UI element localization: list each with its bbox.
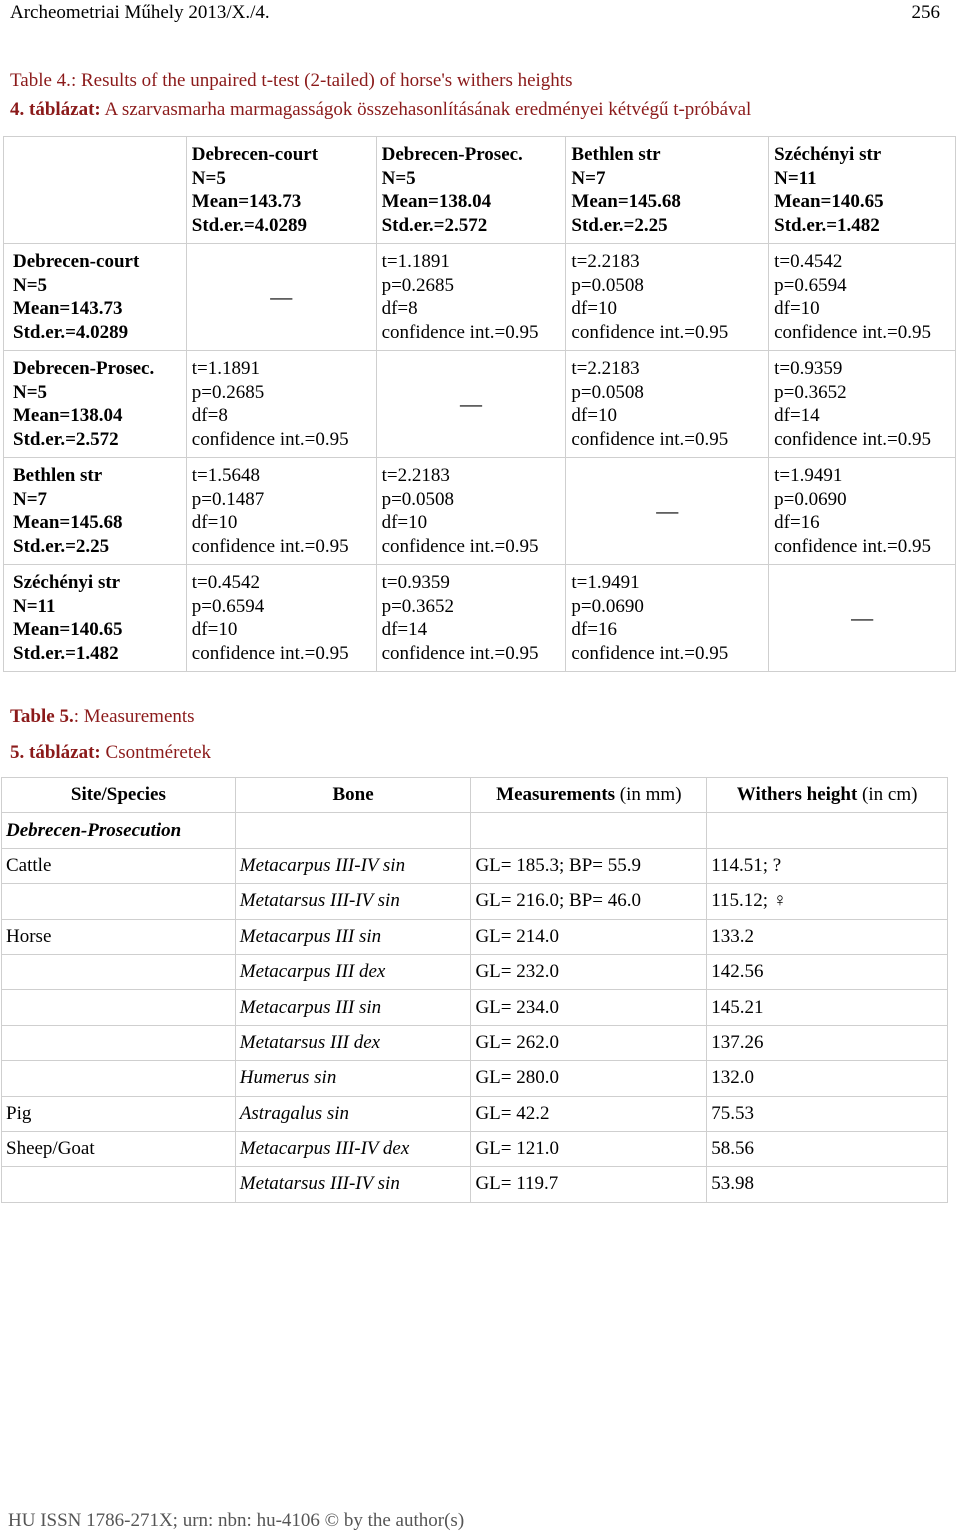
ttest-t: t=0.9359 (381, 572, 450, 593)
measurement-row (2, 990, 948, 1025)
row-header (4, 458, 187, 565)
withers-height-cell: 132.0 (707, 1061, 948, 1096)
table5-title-en: : Measurements (73, 706, 195, 727)
withers-height-cell: 142.56 (707, 954, 948, 989)
column-header (376, 137, 566, 244)
group-mean: Mean=138.04 (13, 405, 123, 426)
group-n: N=5 (191, 167, 226, 189)
row-header (4, 351, 187, 458)
group-n: N=11 (13, 595, 56, 617)
table5-label-en: Table 5. (10, 706, 74, 727)
measurement-row (2, 1167, 948, 1202)
header-site-species (2, 778, 236, 813)
header-withers-height-label: Withers height (736, 784, 858, 806)
ttest-t: t=2.2183 (381, 465, 450, 486)
ttest-cell (376, 244, 566, 351)
group-se: Std.er.=2.572 (13, 428, 119, 450)
species-cell (2, 990, 236, 1025)
group-name: Debrecen-Prosec. (381, 144, 523, 165)
group-mean: Mean=140.65 (774, 191, 884, 212)
ttest-t: t=2.2183 (571, 251, 640, 272)
empty-cell (471, 813, 707, 848)
ttest-df: df=10 (571, 298, 617, 319)
ttest-t: t=0.4542 (191, 572, 261, 593)
empty-cell (235, 813, 471, 848)
group-mean: Mean=145.68 (571, 191, 681, 212)
ttest-t: t=1.9491 (774, 465, 843, 486)
row-header (4, 565, 187, 672)
group-name: Debrecen-Prosec. (13, 358, 155, 379)
ttest-p: p=0.0508 (571, 274, 644, 296)
ttest-p: p=0.0508 (381, 488, 455, 510)
ttest-cell (376, 565, 566, 672)
ttest-p: p=0.0690 (571, 595, 644, 617)
bone-cell: Metacarpus III sin (235, 990, 471, 1025)
ttest-ci: confidence int.=0.95 (774, 321, 931, 343)
ttest-df: df=10 (571, 405, 617, 426)
ttest-df: df=16 (571, 619, 617, 640)
species-cell (2, 1167, 236, 1202)
header-site-label: Site/Species (70, 784, 166, 806)
group-mean: Mean=143.73 (13, 298, 123, 319)
species-cell (2, 954, 236, 989)
header-withers-height (707, 778, 948, 813)
withers-height-cell: 53.98 (707, 1167, 948, 1202)
ttest-cell (566, 565, 769, 672)
row-header (4, 244, 187, 351)
column-header (769, 137, 956, 244)
measurement-cell: GL= 42.2 (471, 1096, 707, 1131)
ttest-df: df=10 (381, 512, 428, 533)
measurement-row (2, 919, 948, 954)
measurement-cell: GL= 262.0 (471, 1025, 707, 1060)
bone-cell: Metatarsus III-IV sin (235, 1167, 471, 1202)
table4-caption-en (10, 70, 572, 92)
column-header (566, 137, 769, 244)
group-mean: Mean=143.73 (191, 191, 302, 212)
measurement-cell: GL= 214.0 (471, 919, 707, 954)
page-footer: HU ISSN 1786-271X; urn: nbn: hu-4106 © by the author(s) (8, 1510, 465, 1531)
ttest-table-body (4, 137, 956, 672)
table4-title-hu: A szarvasmarha marmagasságok összehasonlításának eredményei kétvégű t-próbával (100, 99, 752, 120)
table5-caption-hu (10, 742, 211, 764)
header-bone (235, 778, 471, 813)
header-bone-label: Bone (332, 784, 374, 806)
group-se: Std.er.=2.25 (571, 214, 668, 236)
group-se: Std.er.=1.482 (774, 214, 880, 236)
withers-height-cell: 137.26 (707, 1025, 948, 1060)
bone-cell: Metacarpus III-IV dex (235, 1131, 471, 1166)
species-cell: Horse (2, 919, 236, 954)
measurement-cell: GL= 280.0 (471, 1061, 707, 1096)
diagonal-dash: — (376, 351, 566, 458)
ttest-p: p=0.0690 (774, 488, 847, 510)
group-name: Bethlen str (13, 465, 103, 486)
corner-cell (4, 137, 187, 244)
ttest-ci: confidence int.=0.95 (571, 321, 729, 343)
ttest-t: t=1.1891 (381, 251, 450, 272)
measurement-row (2, 848, 948, 883)
page-number: 256 (911, 2, 940, 23)
species-cell: Cattle (2, 848, 236, 883)
measurement-cell: GL= 232.0 (471, 954, 707, 989)
group-name: Debrecen-court (191, 144, 319, 165)
ttest-ci: confidence int.=0.95 (774, 428, 931, 450)
ttest-p: p=0.6594 (774, 274, 847, 296)
ttest-t: t=0.4542 (774, 251, 843, 272)
measurement-row (2, 1096, 948, 1131)
ttest-df: df=14 (774, 405, 820, 426)
ttest-ci: confidence int.=0.95 (381, 535, 539, 557)
ttest-ci: confidence int.=0.95 (381, 321, 539, 343)
group-se: Std.er.=4.0289 (191, 214, 307, 236)
table4-label-hu: 4. táblázat: (10, 99, 101, 120)
ttest-cell (376, 458, 566, 565)
ttest-p: p=0.3652 (774, 381, 847, 403)
ttest-df: df=14 (381, 619, 428, 640)
table4-label-en: Table 4. (10, 70, 71, 91)
withers-height-cell: 75.53 (707, 1096, 948, 1131)
measurement-cell: GL= 119.7 (471, 1167, 707, 1202)
ttest-p: p=0.3652 (381, 595, 455, 617)
group-mean: Mean=140.65 (13, 619, 123, 640)
bone-cell: Astragalus sin (235, 1096, 471, 1131)
measurement-row (2, 1131, 948, 1166)
ttest-ci: confidence int.=0.95 (191, 642, 349, 664)
ttest-ci: confidence int.=0.95 (191, 428, 349, 450)
group-name: Széchényi str (774, 144, 882, 165)
measurement-row (2, 1061, 948, 1096)
measurements-table (1, 777, 948, 1203)
species-cell: Sheep/Goat (2, 1131, 236, 1166)
bone-cell: Metacarpus III sin (235, 919, 471, 954)
ttest-t: t=0.9359 (774, 358, 843, 379)
withers-height-cell: 133.2 (707, 919, 948, 954)
bone-cell: Metacarpus III-IV sin (235, 848, 471, 883)
header-measurements-unit: (in mm) (615, 784, 682, 806)
ttest-t: t=2.2183 (571, 358, 640, 379)
ttest-cell (186, 458, 376, 565)
table5-caption-en (10, 706, 195, 728)
ttest-row (4, 244, 956, 351)
ttest-cell (769, 458, 956, 565)
ttest-row (4, 458, 956, 565)
table5-title-hu: Csontméretek (100, 742, 212, 763)
site-name: Debrecen-Prosecution (2, 813, 236, 848)
group-n: N=5 (13, 274, 48, 296)
ttest-cell (769, 351, 956, 458)
column-header (186, 137, 376, 244)
ttest-cell (566, 244, 769, 351)
ttest-p: p=0.1487 (191, 488, 265, 510)
ttest-df: df=10 (774, 298, 820, 319)
journal-title: Archeometriai Műhely 2013/X./4. (10, 2, 270, 23)
measurements-table-body (2, 813, 948, 1202)
ttest-table (3, 136, 956, 672)
diagonal-dash: — (769, 565, 956, 672)
ttest-cell (186, 351, 376, 458)
ttest-ci: confidence int.=0.95 (381, 642, 539, 664)
ttest-df: df=10 (191, 512, 238, 533)
group-mean: Mean=138.04 (381, 191, 492, 212)
empty-cell (707, 813, 948, 848)
species-cell (2, 1025, 236, 1060)
ttest-t: t=1.1891 (191, 358, 261, 379)
group-name: Széchényi str (13, 572, 121, 593)
bone-cell: Metacarpus III dex (235, 954, 471, 989)
group-se: Std.er.=4.0289 (13, 321, 129, 343)
page-header (10, 0, 940, 26)
withers-height-cell: 145.21 (707, 990, 948, 1025)
measurement-cell: GL= 234.0 (471, 990, 707, 1025)
group-n: N=7 (13, 488, 48, 510)
site-row (2, 813, 948, 848)
ttest-row (4, 351, 956, 458)
ttest-t: t=1.5648 (191, 465, 261, 486)
group-n: N=5 (13, 381, 48, 403)
ttest-ci: confidence int.=0.95 (774, 535, 931, 557)
bone-cell: Metatarsus III dex (235, 1025, 471, 1060)
ttest-df: df=8 (191, 405, 228, 426)
ttest-t: t=1.9491 (571, 572, 640, 593)
table5-label-hu: 5. táblázat: (10, 742, 101, 763)
diagonal-dash: — (186, 244, 376, 351)
species-cell (2, 1061, 236, 1096)
ttest-p: p=0.2685 (381, 274, 455, 296)
measurement-row (2, 1025, 948, 1060)
measurement-row (2, 954, 948, 989)
table4-caption-hu (10, 99, 751, 121)
ttest-p: p=0.6594 (191, 595, 265, 617)
group-n: N=5 (381, 167, 416, 189)
bone-cell: Metatarsus III-IV sin (235, 884, 471, 919)
measurement-row (2, 884, 948, 919)
ttest-cell (186, 565, 376, 672)
withers-height-cell: 58.56 (707, 1131, 948, 1166)
withers-height-cell: 114.51; ? (707, 848, 948, 883)
species-cell (2, 884, 236, 919)
ttest-ci: confidence int.=0.95 (571, 642, 729, 664)
measurements-header-row (2, 778, 948, 813)
header-measurements (471, 778, 707, 813)
group-mean: Mean=145.68 (13, 512, 123, 533)
ttest-df: df=8 (381, 298, 418, 319)
header-withers-height-unit: (in cm) (857, 784, 918, 806)
group-name: Bethlen str (571, 144, 661, 165)
measurement-cell: GL= 121.0 (471, 1131, 707, 1166)
group-name: Debrecen-court (13, 251, 140, 272)
ttest-row (4, 565, 956, 672)
ttest-cell (769, 244, 956, 351)
table4-title-en: : Results of the unpaired t-test (2-tailed) of horse's withers heights (70, 70, 573, 91)
measurement-cell: GL= 185.3; BP= 55.9 (471, 848, 707, 883)
ttest-header-row (4, 137, 956, 244)
ttest-df: df=16 (774, 512, 820, 533)
ttest-p: p=0.0508 (571, 381, 644, 403)
species-cell: Pig (2, 1096, 236, 1131)
group-se: Std.er.=2.572 (381, 214, 488, 236)
ttest-ci: confidence int.=0.95 (571, 428, 729, 450)
withers-height-cell: 115.12; ♀ (707, 884, 948, 919)
ttest-df: df=10 (191, 619, 238, 640)
bone-cell: Humerus sin (235, 1061, 471, 1096)
group-n: N=11 (774, 167, 817, 189)
diagonal-dash: — (566, 458, 769, 565)
ttest-p: p=0.2685 (191, 381, 265, 403)
group-se: Std.er.=2.25 (13, 535, 110, 557)
group-se: Std.er.=1.482 (13, 642, 119, 664)
group-n: N=7 (571, 167, 606, 189)
ttest-cell (566, 351, 769, 458)
ttest-ci: confidence int.=0.95 (191, 535, 349, 557)
header-measurements-label: Measurements (496, 784, 616, 806)
measurement-cell: GL= 216.0; BP= 46.0 (471, 884, 707, 919)
